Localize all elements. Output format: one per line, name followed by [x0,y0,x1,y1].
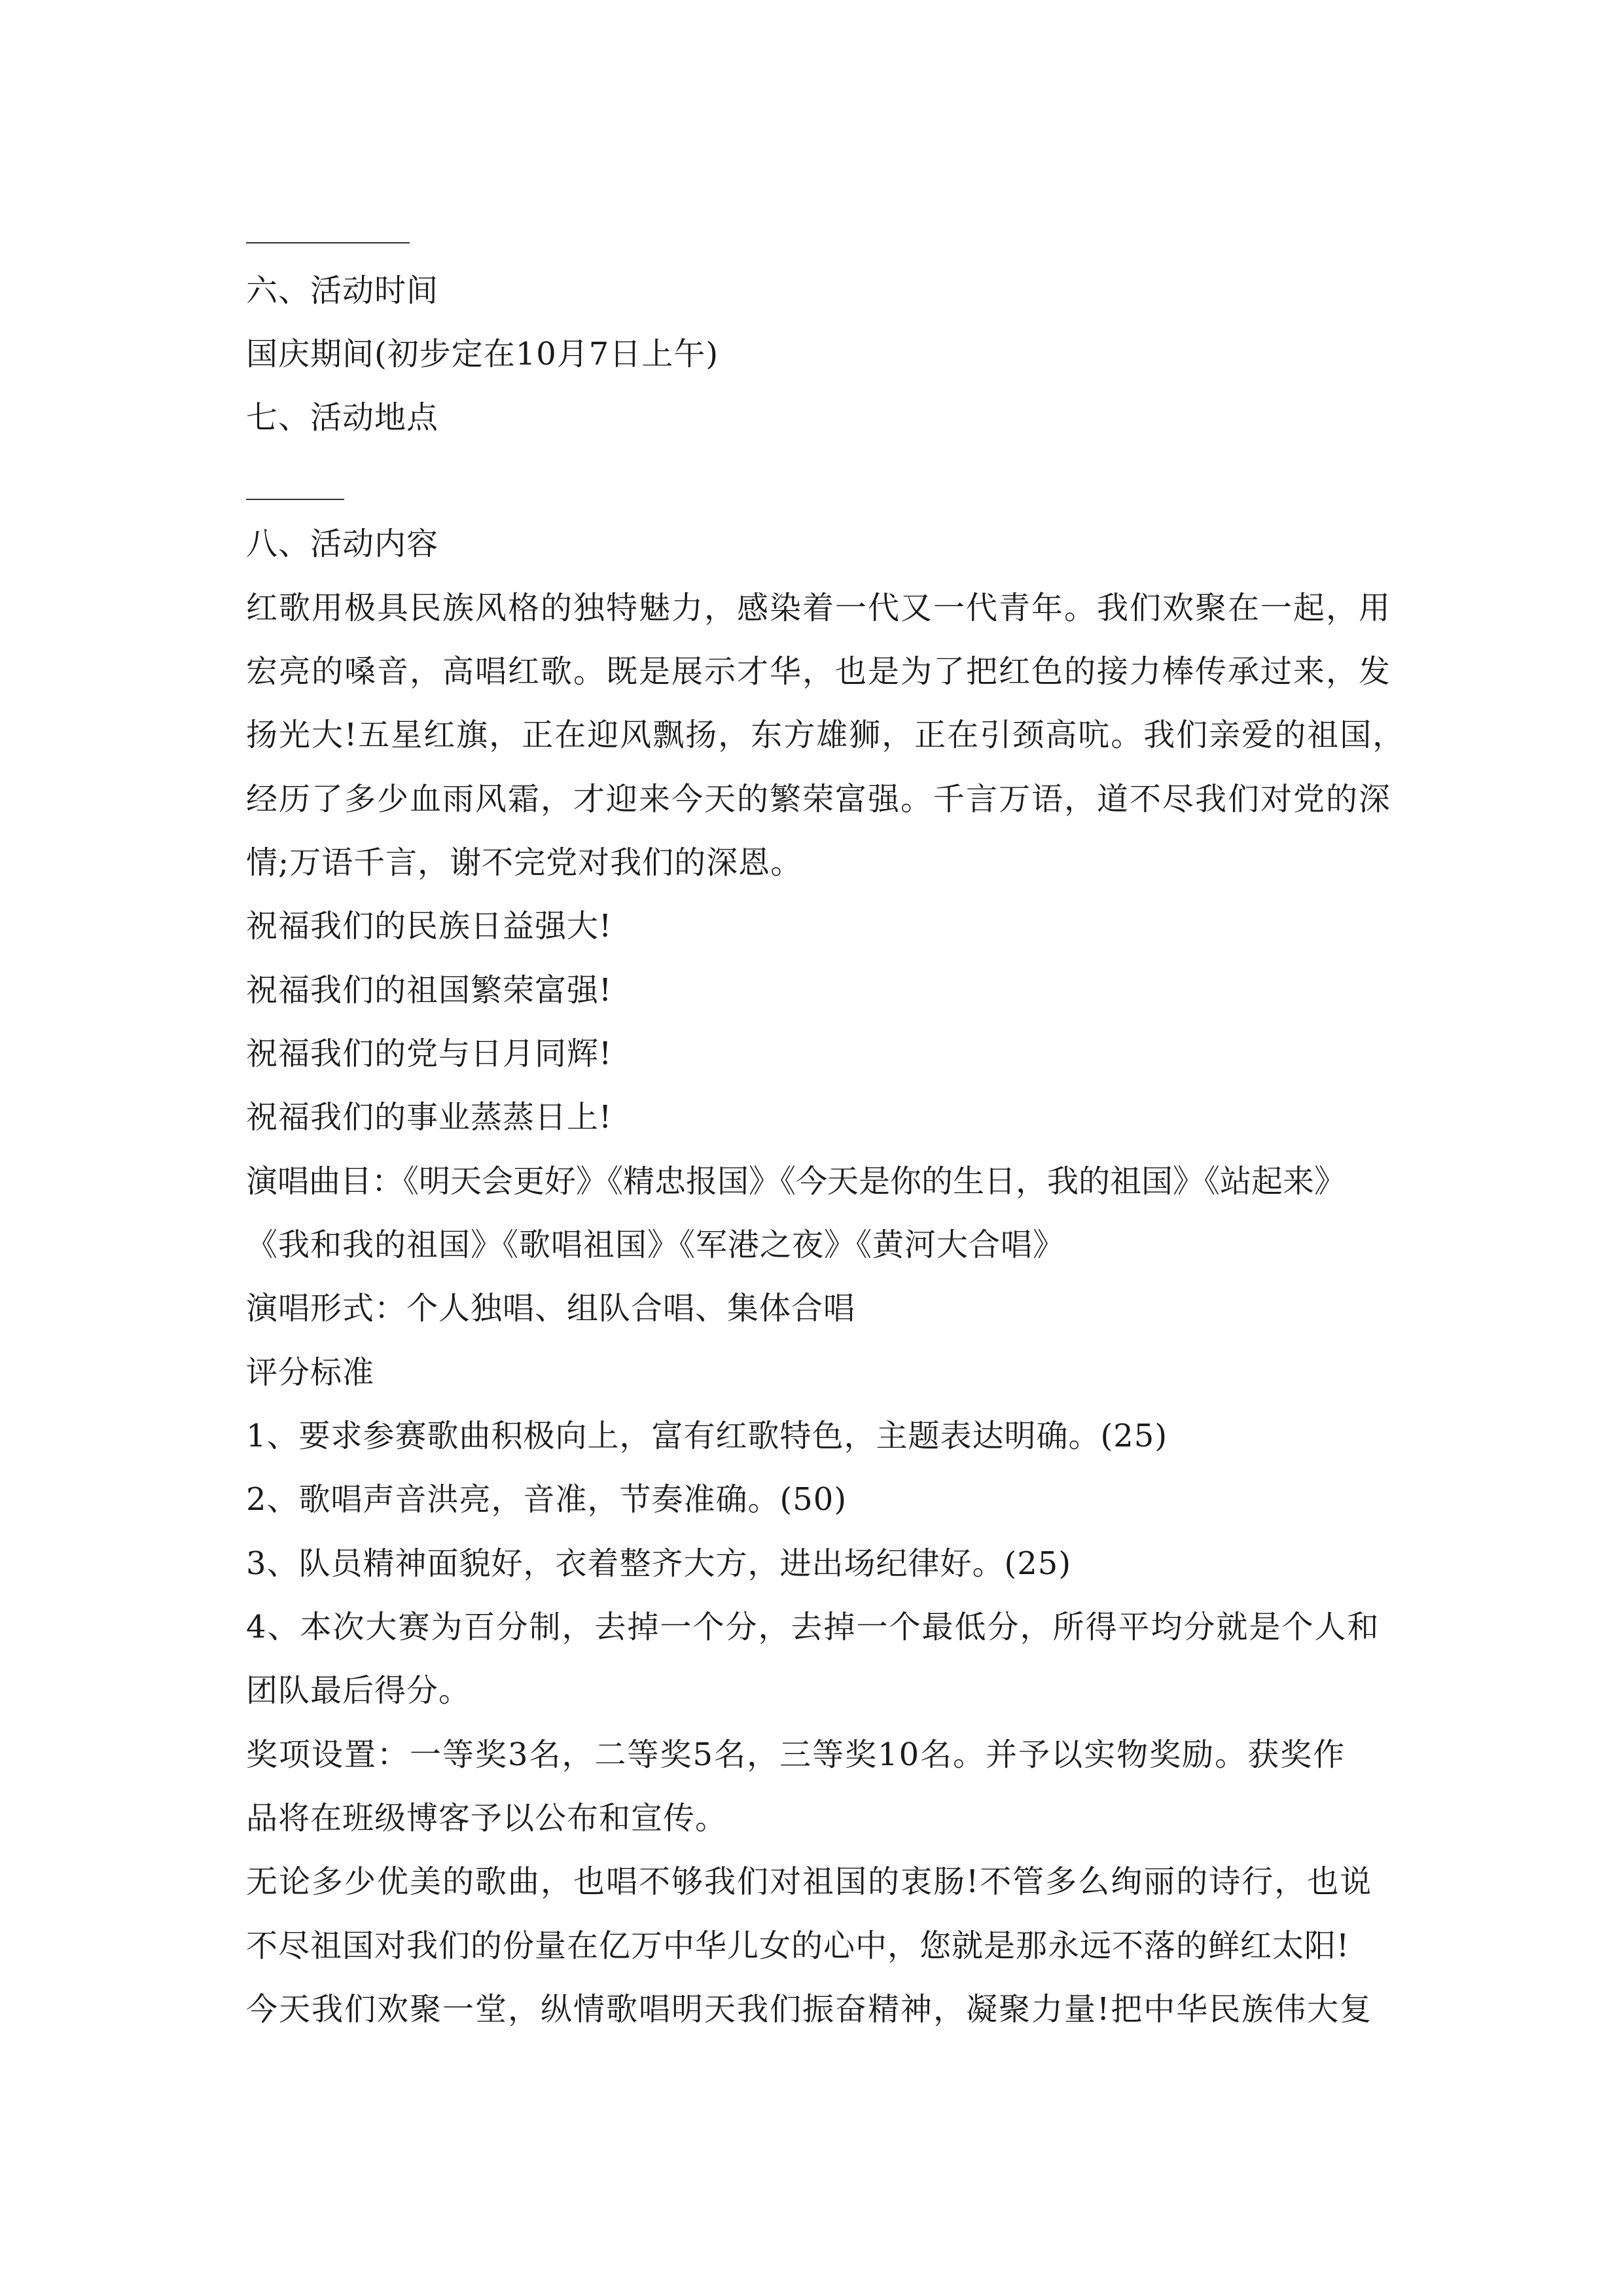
performance-form: 演唱形式：个人独唱、组队合唱、集体合唱 [246,1290,856,1327]
heading-scoring-criteria: 评分标准 [246,1354,375,1391]
document-page [246,0,1406,2296]
closing-paragraph-line: 不尽祖国对我们的份量在亿万中华儿女的心中，您就是那永远不落的鲜红太阳! [246,1928,1350,1964]
blessing-line: 祝福我们的事业蒸蒸日上! [246,1099,613,1136]
heading-activity-location: 七、活动地点 [246,399,439,436]
paragraph-line: 宏亮的嗓音，高唱红歌。既是展示才华，也是为了把红色的接力棒传承过来，发 [246,653,1392,690]
heading-activity-content: 八、活动内容 [246,526,439,562]
blank-underline-1 [246,242,410,243]
blessing-line: 祝福我们的民族日益强大! [246,908,613,944]
paragraph-line: 经历了多少血雨风霜，才迎来今天的繁荣富强。千言万语，道不尽我们对党的深 [246,781,1392,817]
awards-line: 奖项设置：一等奖3名，二等奖5名，三等奖10名。并予以实物奖励。获奖作 [246,1736,1346,1773]
paragraph-line: 红歌用极具民族风格的独特魅力，感染着一代又一代青年。我们欢聚在一起，用 [246,590,1392,626]
criteria-item: 2、歌唱声音洪亮，音准，节奏准确。(50) [246,1481,847,1518]
blessing-line: 祝福我们的党与日月同辉! [246,1035,613,1072]
criteria-item-continued: 团队最后得分。 [246,1672,471,1709]
song-list-line: 演唱曲目：《明天会更好》《精忠报国》《今天是你的生日，我的祖国》《站起来》 [246,1163,1346,1200]
awards-line: 品将在班级博客予以公布和宣传。 [246,1800,728,1837]
criteria-item: 1、要求参赛歌曲积极向上，富有红歌特色，主题表达明确。(25) [246,1418,1168,1454]
closing-paragraph-line: 今天我们欢聚一堂，纵情歌唱明天我们振奋精神，凝聚力量!把中华民族伟大复 [246,1991,1373,2028]
blank-underline-2 [246,499,344,500]
criteria-item: 4、本次大赛为百分制，去掉一个分，去掉一个最低分，所得平均分就是个人和 [246,1609,1380,1645]
activity-time-text: 国庆期间(初步定在10月7日上午) [246,336,719,372]
blessing-line: 祝福我们的祖国繁荣富强! [246,972,613,1009]
paragraph-line: 扬光大!五星红旗，正在迎风飘扬，东方雄狮，正在引颈高吭。我们亲爱的祖国， [246,717,1406,753]
paragraph-line: 情;万语千言，谢不完党对我们的深恩。 [246,844,803,881]
song-list-line: 《我和我的祖国》《歌唱祖国》《军港之夜》《黄河大合唱》 [246,1227,1065,1263]
criteria-item: 3、队员精神面貌好，衣着整齐大方，进出场纪律好。(25) [246,1545,1072,1582]
closing-paragraph-line: 无论多少优美的歌曲，也唱不够我们对祖国的衷肠!不管多么绚丽的诗行，也说 [246,1863,1373,1900]
heading-activity-time: 六、活动时间 [246,272,439,309]
